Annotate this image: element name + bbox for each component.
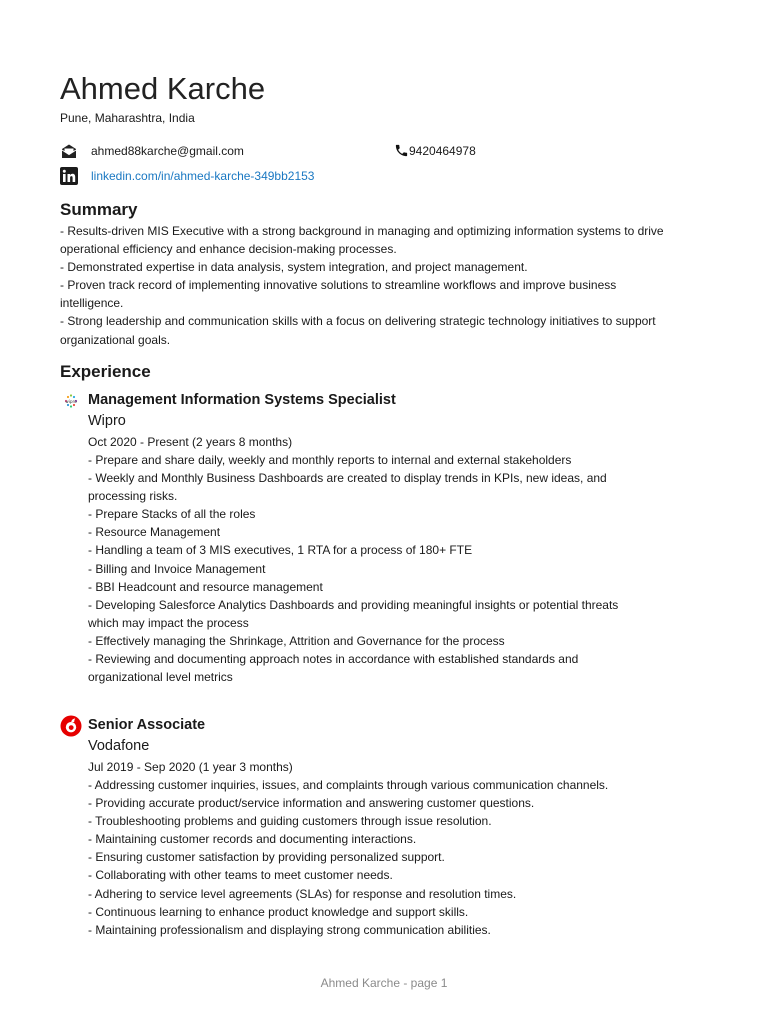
email-icon [60, 142, 78, 160]
duty-line: - Handling a team of 3 MIS executives, 1 RTA for a process of 180+ FTE [88, 543, 473, 558]
duty-line: - BBI Headcount and resource management [88, 579, 323, 594]
company-name: Wipro [88, 413, 126, 429]
duty-line: - Collaborating with other teams to meet customer needs. [88, 868, 393, 883]
duty-line: - Addressing customer inquiries, issues, and complaints through various communication channels. [88, 778, 609, 792]
duty-line: - Weekly and Monthly Business Dashboards are created to display trends in KPIs, new ideas, and [88, 471, 607, 486]
duty-line: - Continuous learning to enhance product knowledge and support skills. [88, 904, 469, 919]
summary-line: - Results-driven MIS Executive with a strong background in managing and optimizing information systems to drive [60, 224, 664, 238]
linkedin-link[interactable]: linkedin.com/in/ahmed-karche-349bb2153 [91, 169, 315, 183]
linkedin-icon [60, 167, 78, 185]
duty-line: - Adhering to service level agreements (SLAs) for response and resolution times. [88, 886, 517, 901]
duty-line: - Effectively managing the Shrinkage, Attrition and Governance for the process [88, 633, 505, 648]
duty-line: - Maintaining professionalism and displaying strong communication abilities. [88, 922, 491, 937]
summary-line: - Demonstrated expertise in data analysis, system integration, and project management. [60, 260, 528, 275]
vodafone-logo-icon [60, 715, 82, 737]
job-dates: Jul 2019 - Sep 2020 (1 year 3 months) [88, 760, 293, 774]
duty-line: - Developing Salesforce Analytics Dashboards and providing meaningful insights or potential threats [88, 597, 619, 612]
svg-text:wipro: wipro [65, 398, 77, 404]
phone-number[interactable]: 9420464978 [409, 144, 476, 158]
candidate-name: Ahmed Karche [60, 71, 266, 106]
wipro-logo-icon [60, 390, 82, 412]
email-address[interactable]: ahmed88karche@gmail.com [91, 144, 244, 158]
experience-heading: Experience [60, 362, 151, 381]
page-footer: Ahmed Karche - page 1 [320, 976, 448, 990]
summary-line: - Strong leadership and communication skills with a focus on delivering strategic technology initiatives to support [60, 314, 656, 329]
company-name: Vodafone [88, 738, 150, 754]
duty-line: - Prepare Stacks of all the roles [88, 507, 256, 522]
summary-line: operational efficiency and enhance decision-making processes. [60, 242, 397, 257]
job-title: Management Information Systems Specialist [88, 392, 396, 408]
duty-line: - Troubleshooting problems and guiding customers through issue resolution. [88, 814, 492, 829]
duty-line: processing risks. [88, 489, 178, 504]
duty-line: - Resource Management [88, 525, 221, 540]
summary-line: - Proven track record of implementing innovative solutions to streamline workflows and improve business [60, 278, 617, 293]
duty-line: organizational level metrics [88, 670, 233, 685]
summary-list [60, 222, 710, 349]
duty-line: - Ensuring customer satisfaction by providing personalized support. [88, 850, 445, 865]
phone-icon [394, 143, 409, 158]
duty-line: - Maintaining customer records and documenting interactions. [88, 832, 417, 847]
duty-line: - Billing and Invoice Management [88, 561, 266, 576]
duty-line: - Prepare and share daily, weekly and monthly reports to internal and external stakeholders [88, 453, 572, 467]
duty-line: which may impact the process [88, 615, 249, 630]
summary-heading: Summary [60, 200, 138, 219]
summary-line: intelligence. [60, 296, 124, 311]
job-duties-list [88, 451, 688, 686]
duty-line: - Providing accurate product/service information and answering customer questions. [88, 796, 535, 811]
job-title: Senior Associate [88, 717, 206, 733]
job-duties-list [88, 776, 688, 939]
summary-line: organizational goals. [60, 332, 171, 347]
location: Pune, Maharashtra, India [60, 111, 195, 125]
job-dates: Oct 2020 - Present (2 years 8 months) [88, 435, 293, 449]
duty-line: - Reviewing and documenting approach notes in accordance with established standards and [88, 652, 579, 667]
